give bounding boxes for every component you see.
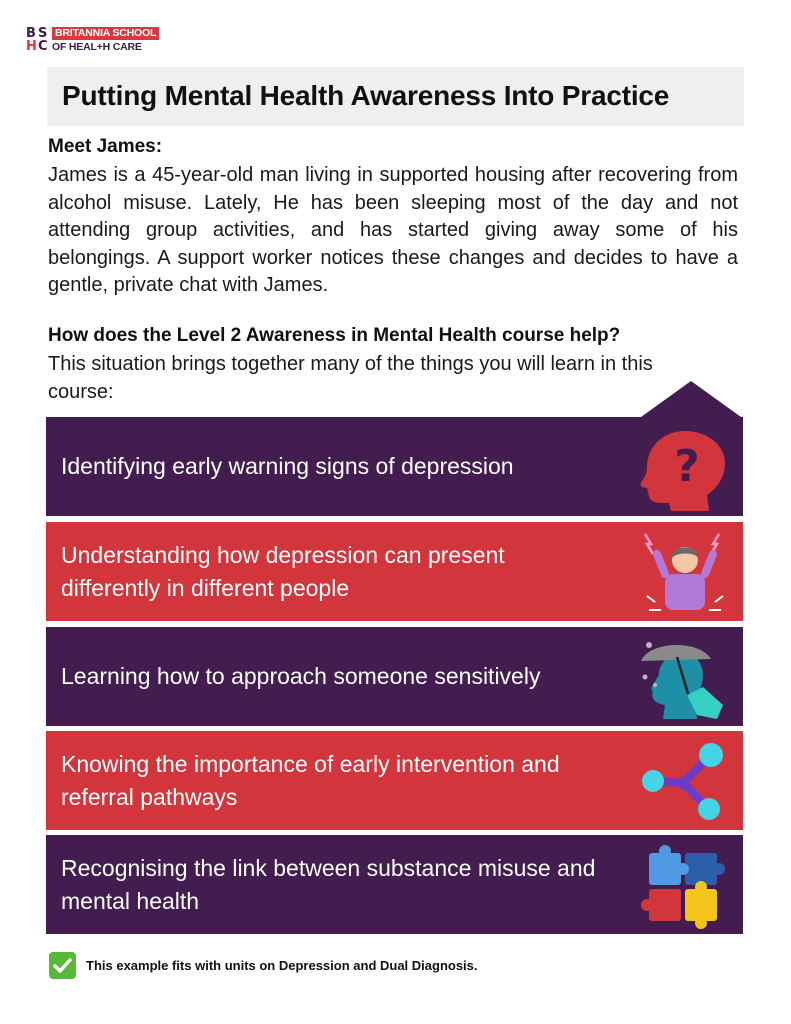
skill-card-label: Learning how to approach someone sensitively [61, 663, 541, 689]
skill-card-label: Knowing the importance of early intervention and referral pathways [61, 750, 560, 810]
skill-card-intervention [46, 731, 743, 830]
stressed-person-icon [639, 530, 731, 616]
title-banner [47, 67, 744, 126]
skill-card-approach [46, 627, 743, 726]
network-share-icon [639, 739, 731, 825]
page-title: Putting Mental Health Awareness Into Practice [62, 80, 670, 111]
card-pointer [641, 381, 741, 417]
footer-note: This example fits with units on Depression and Dual Diagnosis. [86, 958, 478, 973]
skill-card-label: Identifying early warning signs of depression [61, 453, 514, 479]
course-heading: How does the Level 2 Awareness in Mental Health course help? [48, 325, 621, 346]
course-paragraph: This situation brings together many of the things you will learn in this course: [48, 353, 653, 403]
intro-heading: Meet James: [48, 136, 163, 157]
head-question-icon [639, 425, 731, 511]
logo-name-line1: BRITANNIA SCHOOL [52, 27, 159, 40]
umbrella-hand-icon [639, 635, 731, 721]
skill-card-label: Recognising the link between substance misuse and mental health [61, 854, 596, 914]
logo-name-line2: OF HEAL+H CARE [52, 41, 142, 53]
svg-text:?: ? [674, 441, 700, 492]
skill-card-substance [46, 835, 743, 934]
skill-card-presentation [46, 522, 743, 621]
skill-card-label: Understanding how depression can present differently in different people [61, 541, 505, 601]
skill-card-warning-signs [46, 417, 743, 516]
check-mark-icon [49, 952, 76, 979]
logo-mark: B S H C [26, 26, 47, 54]
school-logo [26, 27, 176, 57]
puzzle-icon [639, 843, 731, 929]
intro-paragraph: James is a 45-year-old man living in supported housing after recovering from alcohol misuse. Lately, He has been sleeping most of the day and not attending group activities, and has started giving away some of his belongings. A support worker notices these changes and decides to have a gentle, private chat with James. [48, 164, 738, 296]
